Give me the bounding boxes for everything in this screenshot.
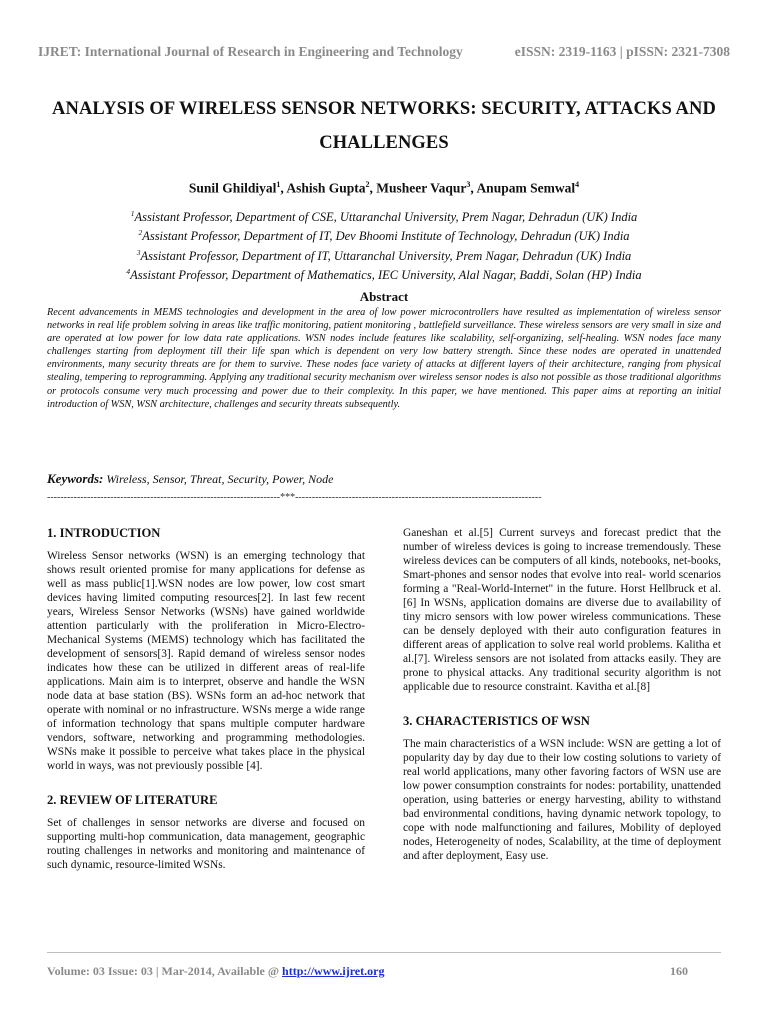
footer-volume-text: Volume: 03 Issue: 03 | Mar-2014, Available @	[47, 964, 283, 978]
journal-website-link[interactable]: http://www.ijret.org	[282, 964, 385, 978]
affiliation-text: Assistant Professor, Department of CSE, Uttaranchal University, Prem Nagar, Dehradun (UK) India	[134, 210, 638, 225]
page-footer	[47, 964, 688, 979]
left-column	[47, 526, 365, 892]
affiliation	[0, 206, 768, 225]
affiliation-text: Assistant Professor, Department of IT, Uttaranchal University, Prem Nagar, Dehradun (UK) India	[140, 249, 632, 264]
journal-name: IJRET: International Journal of Research in Engineering and Technology	[38, 44, 463, 59]
characteristics-text: The main characteristics of a WSN include: WSN are getting a lot of popularity day by day due to their low costing solutions to variety of real world applications, many other favoring factors of WSN use are low power consumption constraints for nodes: portability, unattended operation, using batteries or energy harvesting, ability to withstand bad environmental conditions, having dynamic network topology, to cope with node malfunctioning and failures, Mobility of deployed nodes, Heterogeneity of nodes, Scalability, at the time of deployment and after deployment, Easy use.	[403, 738, 721, 862]
introduction-text: Wireless Sensor networks (WSN) is an emerging technology that shows result oriented promise for many applications for defense as well as mass public[1].WSN nodes are low power, low cost smart devices having limited computing resources[2]. In last few recent years, Wireless Sensor Networks (WSNs) have gained worldwide attention particularly with the proliferation in Micro-Electro-Mechanical Systems (MEMS) technology which has facilitated the development of sensors[3]. Rapid demand of wireless sensor nodes indicates how these can be utilized in different areas of real-life applications. Main aim is to interpret, observe and handle the WSN node data at base station (BS). WSNs form an ad-hoc network that operate with nominal or no infrastructure. WSNs merge a wide range of information technology that spans multiple computer hardware vendors, software, networking and programming methodologies. WSNs make it possible to perceive what takes place in the physical world in ways, was not previously possible [4].	[47, 550, 365, 772]
abstract-heading: Abstract	[359, 289, 409, 304]
keywords-line	[47, 471, 721, 487]
author-sup: 3	[466, 180, 471, 189]
author-name: Ashish Gupta	[286, 180, 366, 196]
author-name: Musheer Vaqur	[376, 180, 467, 196]
affiliation-sup: 1	[130, 209, 135, 218]
author-list: Sunil Ghildiyal$^1$, Ashish Gupta$^2$, Musheer Vaqur$^3$, Anupam Semwal$^4$	[188, 180, 580, 196]
footer-rule	[47, 952, 721, 953]
running-header	[38, 44, 730, 60]
affiliation	[0, 264, 768, 283]
footer-volume	[47, 964, 384, 979]
author-name: Anupam Semwal	[476, 180, 576, 196]
affiliation-text: Assistant Professor, Department of IT, Dev Bhoomi Institute of Technology, Dehradun (UK) India	[142, 229, 630, 244]
section-title-characteristics: 3. CHARACTERISTICS OF WSN	[403, 714, 590, 728]
keywords-text: Wireless, Sensor, Threat, Security, Power, Node	[106, 472, 334, 486]
affiliation-list	[0, 206, 768, 284]
review-text: Set of challenges in sensor networks are diverse and focused on supporting multi-hop communication, data management, geographic routing challenges in networks and monitoring and maintenance of such dynamic, resource-limited WSNs.	[47, 817, 365, 871]
affiliation-sup: 3	[136, 247, 141, 257]
author-name: Sunil Ghildiyal	[188, 180, 277, 196]
affiliation-sup: 4	[126, 267, 131, 277]
affiliation-text: Assistant Professor, Department of Mathematics, IEC University, Alal Nagar, Baddi, Solan (HP) India	[130, 268, 642, 283]
page-number: 160	[670, 964, 688, 978]
section-title-review: 2. REVIEW OF LITERATURE	[47, 793, 218, 807]
issn-numbers: eISSN: 2319-1163 | pISSN: 2321-7308	[514, 44, 730, 59]
affiliation	[0, 245, 768, 264]
section-divider: ----------------------------------------------------------------------***--------------------------------------------------------------------------	[47, 492, 542, 503]
author-sup: 4	[575, 180, 580, 189]
keywords-label: Keywords:	[47, 471, 104, 486]
paper-title: ANALYSIS OF WIRELESS SENSOR NETWORKS: SECURITY, ATTACKS AND CHALLENGES	[52, 99, 716, 153]
review-continued-text: Ganeshan et al.[5] Current surveys and forecast predict that the number of wireless devices is going to increase tremendously. These wireless devices can be computers of all kinds, notebooks, net-books, Smart-phones and sensor nodes that evolve into real- world scenarios forming a "Real-World-Internet" in the future. Horst Hellbruck et al.[6] In WSNs, application domains are diverse due to availability of tiny micro sensors with low power wireless communications. These can be densely deployed with their auto configuration features in different areas of application to solve real world problems. Kalitha et al.[7]. Wireless sensors are not isolated from attacks easily. They are prone to physical attacks. Any traditional security algorithm is not applicable due to resource constraint. Kavitha et al.[8]	[403, 527, 721, 693]
affiliation-sup: 2	[138, 228, 143, 238]
section-title-introduction: 1. INTRODUCTION	[47, 526, 161, 540]
abstract-text: Recent advancements in MEMS technologies and development in the area of low power microcontrollers have resulted as implementation of wireless sensor networks in real life problem solving in areas like traffic monitoring, patient monitoring , battlefield surveillance. These wireless sensors are very small in size and are operated at low power for low data rate applications. WSN nodes include features like scalability, self-organizing, self-healing. WSN nodes face many challenges starting from deployment till their life span which is dependent on very low battery strength. Since these nodes are operated in unattended environments, many security threats are for them to survive. These nodes face variety of attacks at different layers of their architecture, ranging from physical stealing, tempering to reprogramming. Applying any traditional security mechanism over wireless sensor nodes is also not possible as those traditional algorithms or protocols consume very much processing and power due to their complexity. In this paper, we have mentioned. This paper aims at reporting an initial introduction of WSN, WSN architecture, challenges and security threats subsequently.	[47, 307, 721, 410]
author-sup: 1	[276, 180, 281, 189]
affiliation	[0, 225, 768, 244]
right-column	[403, 526, 721, 883]
author-sup: 2	[365, 180, 370, 189]
